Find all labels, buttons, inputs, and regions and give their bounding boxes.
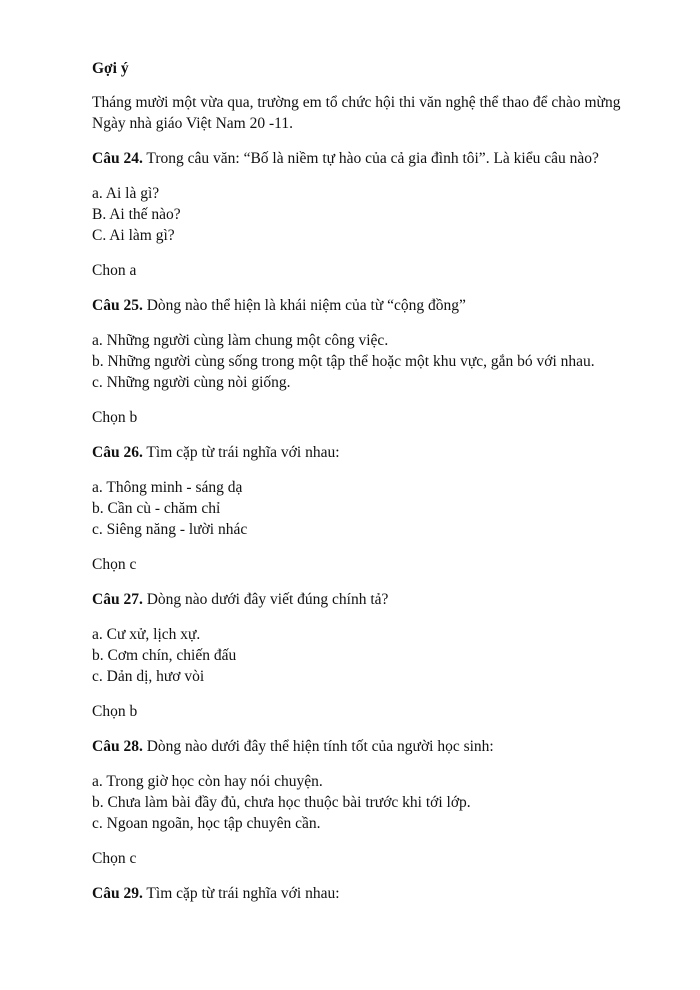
section-heading: Gợi ý — [92, 60, 129, 77]
question-body: Tìm cặp từ trái nghĩa với nhau: — [142, 885, 340, 902]
option-list — [92, 477, 652, 540]
option-list — [92, 771, 652, 834]
question-text — [92, 148, 652, 169]
option-list — [92, 183, 652, 246]
option-item: B. Ai thế nào? — [92, 206, 181, 223]
question-label: Câu 26. — [92, 444, 143, 461]
option-item: b. Cơm chín, chiến đấu — [92, 647, 237, 664]
question-label: Câu 29. — [92, 885, 143, 902]
option-item: C. Ai làm gì? — [92, 227, 175, 244]
question-block — [92, 736, 652, 869]
question-label: Câu 24. — [92, 150, 143, 167]
intro-paragraph: Tháng mười một vừa qua, trường em tổ chức hội thi văn nghệ thể thao để chào mừng Ngày nhà giáo Việt Nam 20 -11. — [92, 94, 621, 132]
question-text — [92, 295, 652, 316]
question-text — [92, 883, 652, 904]
question-block — [92, 883, 652, 904]
answer-text: Chọn c — [92, 556, 137, 573]
answer-text: Chọn b — [92, 409, 138, 426]
question-label: Câu 28. — [92, 738, 143, 755]
option-item: b. Chưa làm bài đầy đủ, chưa học thuộc bài trước khi tới lớp. — [92, 794, 471, 811]
answer-text: Chọn c — [92, 850, 137, 867]
question-block — [92, 589, 652, 722]
question-body: Dòng nào dưới đây viết đúng chính tả? — [142, 591, 389, 608]
option-item: a. Ai là gì? — [92, 185, 160, 202]
answer-text: Chon a — [92, 262, 137, 279]
document-page — [92, 58, 652, 918]
question-text — [92, 589, 652, 610]
question-label: Câu 25. — [92, 297, 143, 314]
option-item: a. Những người cùng làm chung một công việc. — [92, 332, 389, 349]
question-label: Câu 27. — [92, 591, 143, 608]
option-list — [92, 624, 652, 687]
option-item: a. Cư xử, lịch xự. — [92, 626, 201, 643]
option-list — [92, 330, 652, 393]
question-block — [92, 442, 652, 575]
question-body: Trong câu văn: “Bố là niềm tự hào của cả gia đình tôi”. Là kiểu câu nào? — [142, 150, 599, 167]
option-item: a. Thông minh - sáng dạ — [92, 479, 243, 496]
question-body: Tìm cặp từ trái nghĩa với nhau: — [142, 444, 340, 461]
question-block — [92, 148, 652, 281]
option-item: c. Ngoan ngoãn, học tập chuyên cần. — [92, 815, 321, 832]
question-block — [92, 295, 652, 428]
option-item: c. Siêng năng - lười nhác — [92, 521, 248, 538]
option-item: b. Cần cù - chăm chỉ — [92, 500, 221, 517]
option-item: c. Dản dị, hươ vòi — [92, 668, 205, 685]
answer-text: Chọn b — [92, 703, 138, 720]
option-item: a. Trong giờ học còn hay nói chuyện. — [92, 773, 323, 790]
question-body: Dòng nào thể hiện là khái niệm của từ “cộng đồng” — [142, 297, 466, 314]
option-item: c. Những người cùng nòi giống. — [92, 374, 291, 391]
option-item: b. Những người cùng sống trong một tập thể hoặc một khu vực, gắn bó với nhau. — [92, 353, 595, 370]
question-body: Dòng nào dưới đây thể hiện tính tốt của người học sinh: — [142, 738, 494, 755]
question-text — [92, 442, 652, 463]
question-text — [92, 736, 652, 757]
